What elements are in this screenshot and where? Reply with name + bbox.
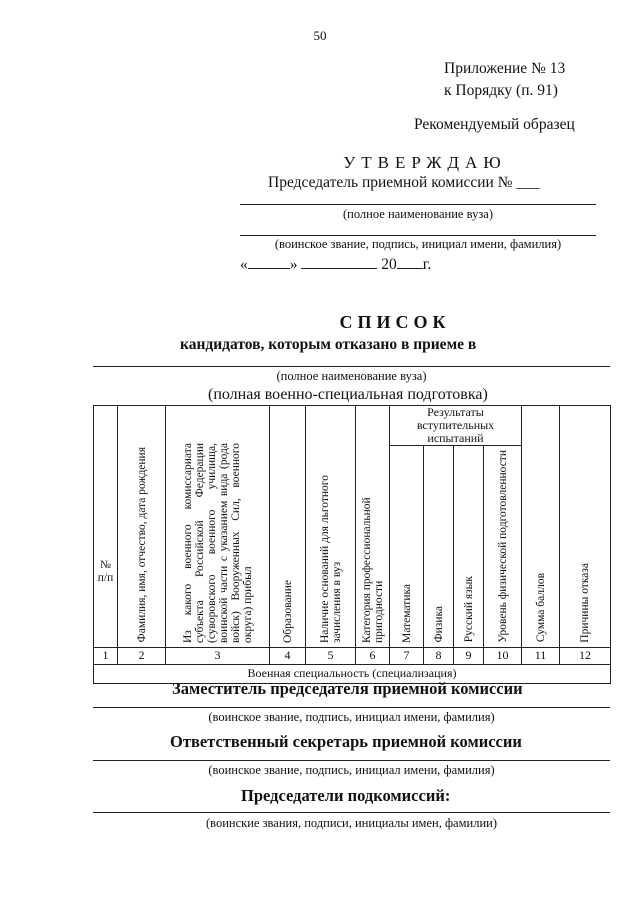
column-number: 9 xyxy=(454,647,484,664)
header-education-label: Образование xyxy=(281,579,294,643)
header-category-label: Категория профессиональной пригодности xyxy=(360,496,385,643)
header-benefits xyxy=(306,406,356,648)
subcommittee-chairs-title: Председатели подкомиссий: xyxy=(241,786,451,805)
column-number: 8 xyxy=(424,647,454,664)
list-title: СПИСОК xyxy=(339,312,451,332)
column-number-row xyxy=(94,647,611,664)
header-physics-label: Физика xyxy=(432,606,445,643)
column-number: 5 xyxy=(306,647,356,664)
header-full-name-label: Фамилия, имя, отчество, дата рождения xyxy=(135,447,148,643)
header-exam-results xyxy=(390,406,522,446)
header-total-score xyxy=(522,406,560,648)
approval-date xyxy=(240,254,431,274)
header-full-name xyxy=(118,406,166,648)
header-physics xyxy=(424,446,454,648)
header-total-score-label: Сумма баллов xyxy=(534,573,547,643)
signature-caption: (воинское звание, подпись, инициал имени, фамилия) xyxy=(274,237,562,251)
column-number: 10 xyxy=(484,647,522,664)
secretary-signature-caption: (воинское звание, подпись, инициал имени, фамилия) xyxy=(208,763,495,777)
date-day-blank xyxy=(248,254,290,269)
date-year-prefix: 20 xyxy=(377,256,397,273)
deputy-signature-line xyxy=(93,707,610,708)
header-fitness xyxy=(484,446,522,648)
table-header-row xyxy=(94,406,611,446)
column-number: 4 xyxy=(270,647,306,664)
header-fitness-label: Уровень физической подготовленности xyxy=(496,450,509,643)
header-russian-label: Русский язык xyxy=(462,576,475,643)
header-rejection-reason-label: Причины отказа xyxy=(579,562,591,643)
appendix-reference xyxy=(444,58,565,102)
program-label: (полная военно-специальная подготовка) xyxy=(208,386,488,403)
column-number: 7 xyxy=(390,647,424,664)
header-education xyxy=(270,406,306,648)
column-number: 12 xyxy=(560,647,611,664)
chairman-line: Председатель приемной комиссии № ___ xyxy=(268,174,540,191)
header-math-label: Математика xyxy=(400,583,413,643)
university-blank-line xyxy=(240,204,596,205)
column-number: 6 xyxy=(356,647,390,664)
column-number: 2 xyxy=(118,647,166,664)
date-close-quote: » xyxy=(289,256,298,273)
header-number-label: № п/п xyxy=(97,559,114,585)
candidates-table xyxy=(93,405,611,684)
list-subtitle: кандидатов, которым отказано в приеме в xyxy=(180,336,477,353)
secretary-signature-line xyxy=(93,760,610,761)
appendix-line-2: к Порядку (п. 91) xyxy=(444,82,558,99)
list-university-blank-line xyxy=(93,366,610,367)
university-caption: (полное наименование вуза) xyxy=(343,207,493,221)
header-math xyxy=(390,446,424,648)
column-number: 3 xyxy=(166,647,270,664)
date-year-blank xyxy=(397,254,423,269)
subcommittee-signature-line xyxy=(93,812,610,813)
date-year-suffix: г. xyxy=(422,256,432,273)
page-number: 50 xyxy=(313,28,327,43)
signature-blank-line xyxy=(240,235,596,236)
date-open-quote: « xyxy=(240,256,248,273)
header-category xyxy=(356,406,390,648)
recommended-sample-label: Рекомендуемый образец xyxy=(414,116,575,133)
header-origin-label: Из какого военного комиссариата субъекта Российской Федерации (суворовского военного училища, воинской части с указанием вида (рода войск) Вооруженных Сил, военного округа) прибыл xyxy=(181,442,254,643)
header-number xyxy=(94,406,118,648)
appendix-line-1: Приложение № 13 xyxy=(444,60,566,77)
header-origin xyxy=(166,406,270,648)
header-benefits-label: Наличие оснований для льготного зачисления в вуз xyxy=(318,474,343,643)
specialty-label: Военная специальность (специализация) xyxy=(94,664,611,683)
header-rejection-reason xyxy=(560,406,611,648)
column-number: 1 xyxy=(94,647,118,664)
header-russian xyxy=(454,446,484,648)
subcommittee-signature-caption: (воинские звания, подписи, инициалы имен, фамилии) xyxy=(206,816,497,830)
date-month-blank xyxy=(301,254,377,269)
list-university-caption: (полное наименование вуза) xyxy=(276,369,427,383)
deputy-signature-caption: (воинское звание, подпись, инициал имени, фамилия) xyxy=(208,710,495,724)
deputy-chairman-title: Заместитель председателя приемной комиссии xyxy=(172,679,523,698)
secretary-title: Ответственный секретарь приемной комиссии xyxy=(170,732,522,751)
approve-heading: УТВЕРЖДАЮ xyxy=(343,153,507,172)
column-number: 11 xyxy=(522,647,560,664)
header-exam-results-label: Результаты вступительных испытаний xyxy=(416,405,495,445)
